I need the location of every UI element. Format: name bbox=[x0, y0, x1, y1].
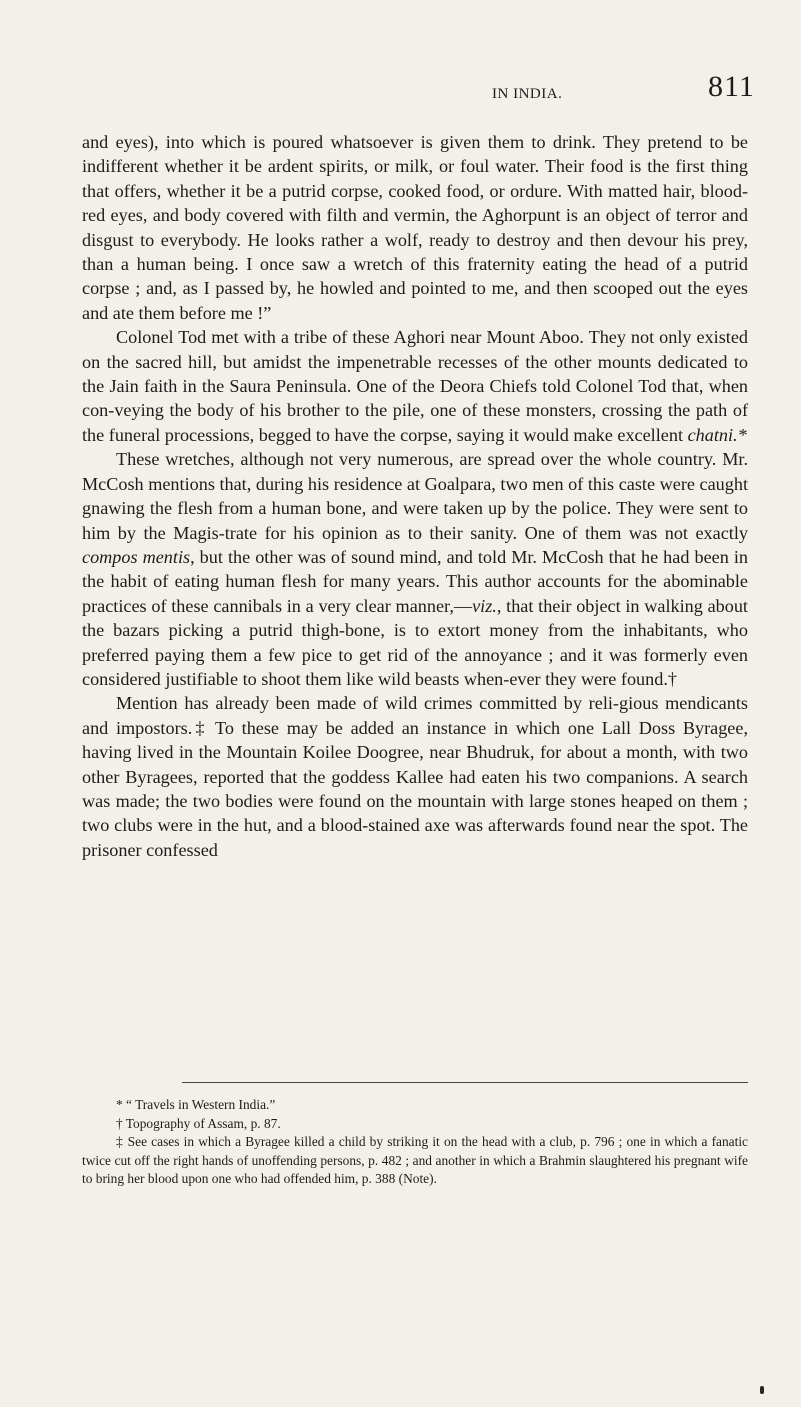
paragraph-1 bbox=[82, 130, 748, 325]
footnote-3: ‡ See cases in which a Byragee killed a child by striking it on the head with a club, p. 796 ; one in which a fanatic twice cut off the right hands of unoffending persons, p. 482 ; and another in which a Brahmin slaughtered his pregnant wife to bring her blood upon one who had offended him, p. 388 (Note). bbox=[82, 1134, 748, 1187]
paragraph-3-text-b: , but the other was of sound mind, and told Mr. McCosh that he had been in the habit of eating human flesh for many years. This author accounts for the abominable practices of these cannibals in a very clear manner,— bbox=[82, 546, 748, 616]
footnote-divider bbox=[182, 1082, 748, 1083]
footnote-2: † Topography of Assam, p. 87. bbox=[116, 1115, 281, 1131]
paragraph-3 bbox=[82, 447, 748, 691]
page-number: 811 bbox=[708, 70, 755, 103]
running-title: IN INDIA. bbox=[492, 86, 563, 102]
paragraph-4 bbox=[82, 691, 748, 862]
running-head bbox=[0, 60, 801, 110]
paragraph-3-italic-viz: viz. bbox=[472, 595, 497, 616]
paragraph-4-text: Mention has already been made of wild crimes committed by reli-gious mendicants and impostors.‡ To these may be added an instance in which one Lall Doss Byragee, having lived in the Mountain Koilee Doogree, near Bhudruk, for about a month, with two other Byragees, reported that the goddess Kallee had eaten his two companions. A search was made; the two bodies were found on the mountain with large stones heaped on them ; two clubs were in the hut, and a blood-stained axe was afterwards found near the spot. The prisoner confessed bbox=[82, 693, 748, 860]
paragraph-3-italic-compos-mentis: compos mentis bbox=[82, 546, 191, 567]
paragraph-2-text: Colonel Tod met with a tribe of these Aghori near Mount Aboo. They not only existed on the sacred hill, but amidst the impenetrable recesses of the other mounts dedicated to the Jain faith in the Saura Peninsula. One of the Deora Chiefs told Colonel Tod that, when con-veying the body of his brother to the pile, one of these monsters, crossing the path of the funeral processions, begged to have the corpse, saying it would make excellent bbox=[82, 327, 748, 445]
body-text bbox=[82, 130, 748, 862]
paragraph-3-text-c: , that their object in walking about the bazars picking a putrid thigh-bone, is to extort money from the inhabitants, who preferred paying them a few pice to get rid of the annoyance ; and it was formerly even considered justifiable to shoot them like wild beasts when-ever they were found.† bbox=[82, 595, 748, 689]
ink-speck bbox=[760, 1386, 764, 1394]
paragraph-2 bbox=[82, 325, 748, 447]
footnotes bbox=[82, 1096, 748, 1189]
paragraph-1-text: and eyes), into which is poured whatsoever is given them to drink. They pretend to be indifferent whether it be ardent spirits, or milk, or foul water. Their food is the first thing that offers, whether it be a putrid corpse, cooked food, or ordure. With matted hair, blood-red eyes, and body covered with filth and vermin, the Aghorpunt is an object of terror and disgust to everybody. He looks rather a wolf, ready to destroy and then devour his prey, than a human being. I once saw a wretch of this fraternity eating the head of a putrid corpse ; and, as I passed by, he howled and pointed to me, and then scooped out the eyes and ate them before me !” bbox=[82, 132, 748, 323]
footnote-1: * “ Travels in Western India.” bbox=[116, 1097, 276, 1112]
paragraph-2-italic-chatni: chatni.* bbox=[687, 424, 747, 445]
paragraph-3-text-a: These wretches, although not very numerous, are spread over the whole country. Mr. McCosh mentions that, during his residence at Goalpara, two men of this caste were caught gnawing the flesh from a human bone, and were taken up by the police. They were sent to him by the Magis-trate for his opinion as to their sanity. One of them was not exactly bbox=[82, 449, 748, 543]
